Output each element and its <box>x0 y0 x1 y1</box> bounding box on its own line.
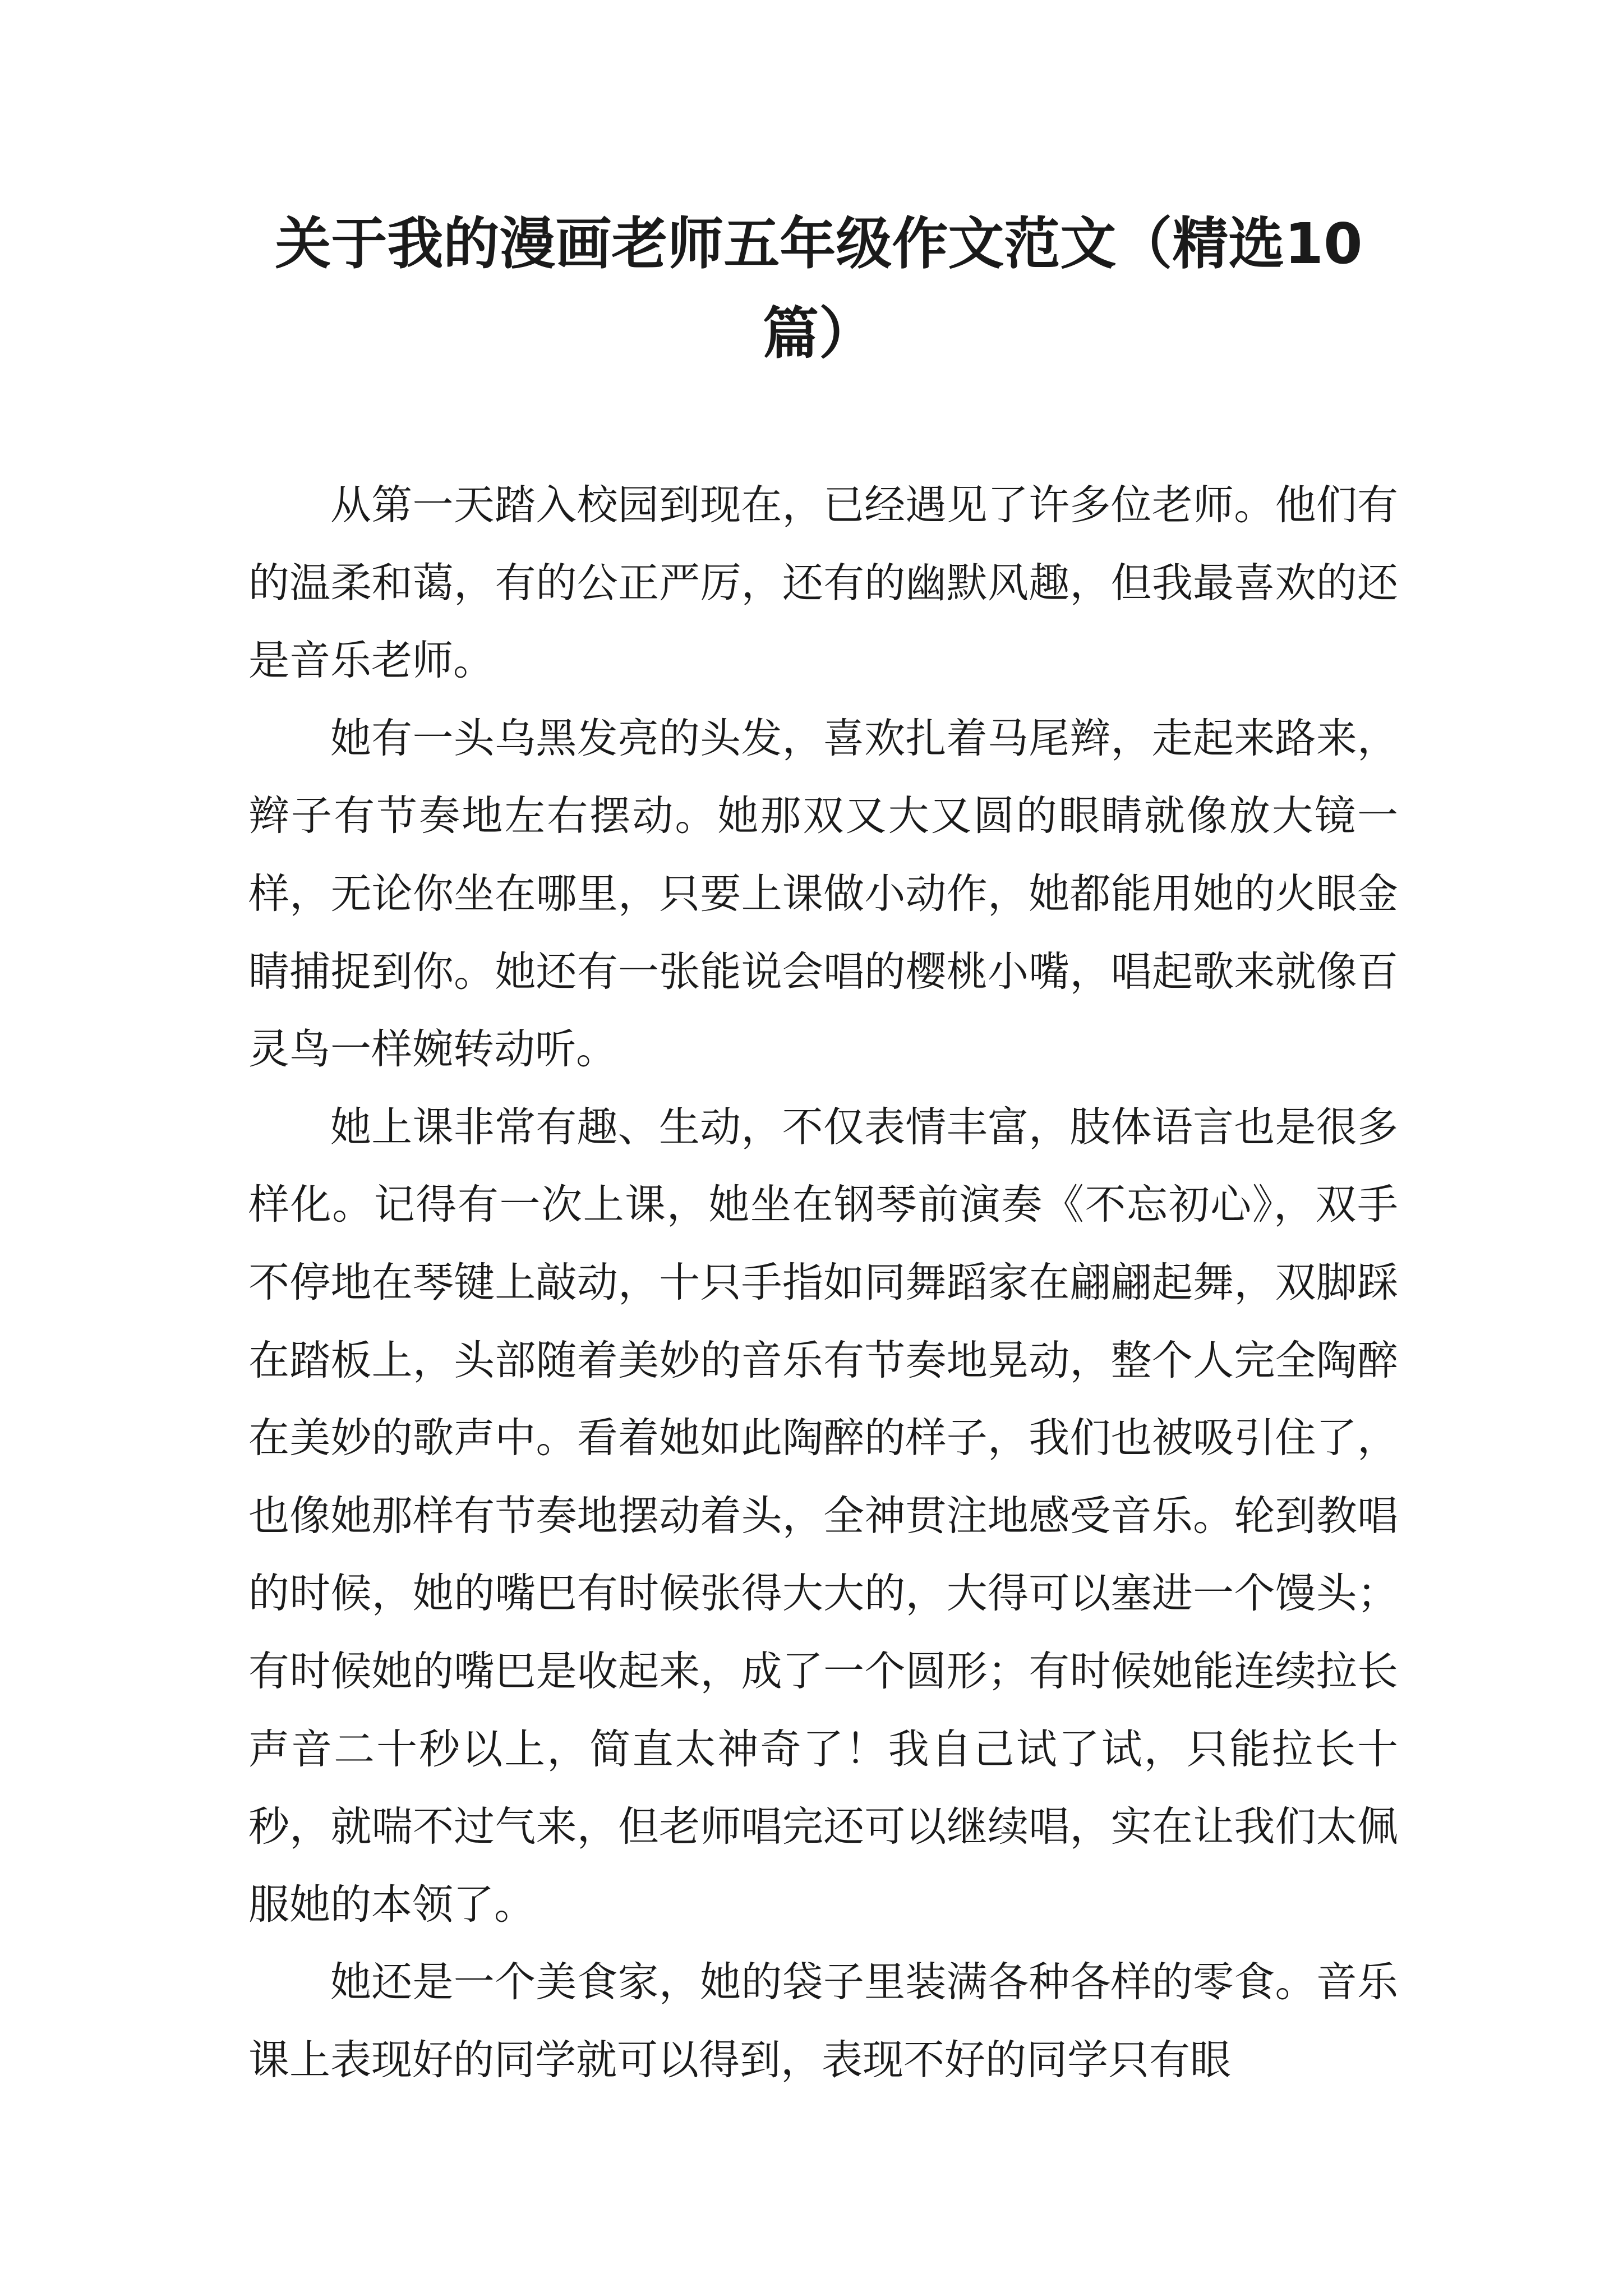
paragraph-2: 她有一头乌黑发亮的头发，喜欢扎着马尾辫，走起来路来，辫子有节奏地左右摆动。她那双又大又圆的眼睛就像放大镜一样，无论你坐在哪里，只要上课做小动作，她都能用她的火眼金睛捕捉到你。她还有一张能说会唱的樱桃小嘴，唱起歌来就像百灵鸟一样婉转动听。 <box>248 714 1398 1074</box>
paragraph-4: 她还是一个美食家，她的袋子里装满各种各样的零食。音乐课上表现好的同学就可以得到，表现不好的同学只有眼 <box>248 1958 1398 2084</box>
paragraph-3: 她上课非常有趣、生动，不仅表情丰富，肢体语言也是很多样化。记得有一次上课，她坐在钢琴前演奏《不忘初心》，双手不停地在琴键上敲动，十只手指如同舞蹈家在翩翩起舞，双脚踩在踏板上，头部随着美妙的音乐有节奏地晃动，整个人完全陶醉在美妙的歌声中。看着她如此陶醉的样子，我们也被吸引住了，也像她那样有节奏地摆动着头，全神贯注地感受音乐。轮到教唱的时候，她的嘴巴有时候张得大大的，大得可以塞进一个馒头；有时候她的嘴巴是收起来，成了一个圆形；有时候她能连续拉长声音二十秒以上，简直太神奇了！我自己试了试，只能拉长十秒，就喘不过气来，但老师唱完还可以继续唱，实在让我们太佩服她的本领了。 <box>248 1103 1398 1929</box>
document-body <box>248 467 1398 2099</box>
document-title: 关于我的漫画老师五年级作文范文（精选10篇） <box>275 211 1363 366</box>
paragraph-1: 从第一天踏入校园到现在，已经遇见了许多位老师。他们有的温柔和蔼，有的公正严厉，还有的幽默风趣，但我最喜欢的还是音乐老师。 <box>248 481 1398 685</box>
